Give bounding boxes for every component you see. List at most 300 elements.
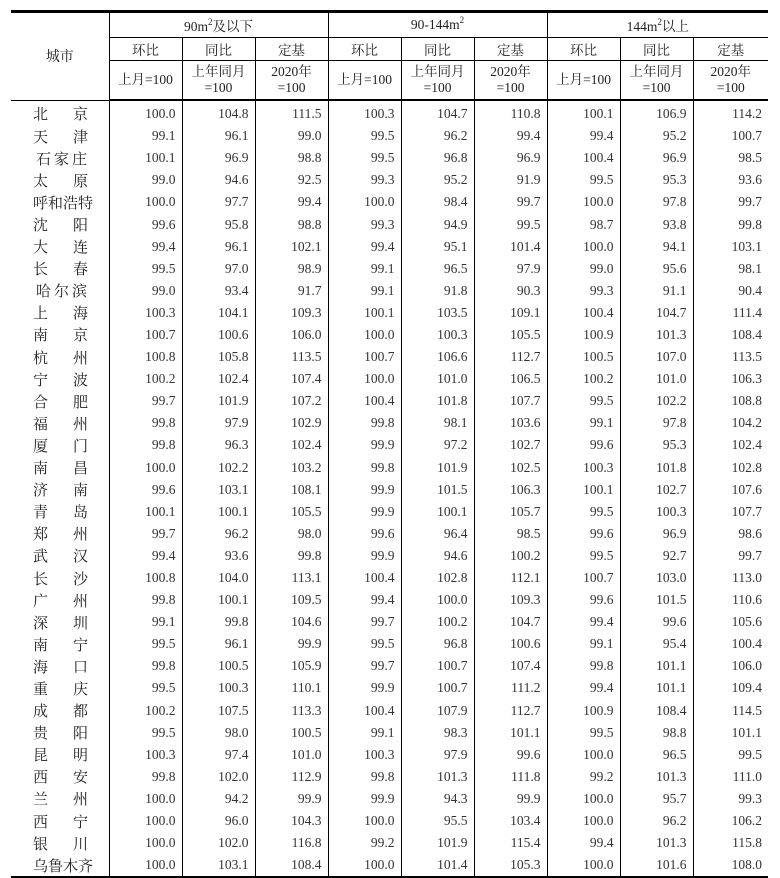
index-value: 101.0 — [255, 744, 328, 766]
index-value: 102.4 — [693, 434, 768, 456]
city-name — [11, 191, 109, 213]
city-name — [11, 100, 109, 125]
index-value: 99.4 — [109, 545, 182, 567]
table-row — [11, 810, 768, 832]
index-value: 100.0 — [547, 744, 620, 766]
index-value: 99.4 — [328, 236, 401, 258]
index-value: 103.6 — [474, 412, 547, 434]
index-value: 100.4 — [547, 302, 620, 324]
index-value: 101.3 — [620, 766, 693, 788]
base-header-line1: 上年同月 — [629, 64, 684, 79]
index-value: 100.4 — [328, 700, 401, 722]
city-name — [11, 545, 109, 567]
table-row — [11, 434, 768, 456]
city-char: 京 — [72, 107, 88, 124]
index-value: 97.7 — [182, 191, 255, 213]
index-value: 98.6 — [693, 523, 768, 545]
index-value: 112.7 — [474, 346, 547, 368]
city-name-text — [33, 788, 88, 809]
city-name — [11, 832, 109, 854]
city-char: 州 — [72, 416, 88, 433]
index-value: 97.0 — [182, 258, 255, 280]
base-header-yoy — [620, 61, 693, 101]
index-value: 101.8 — [401, 390, 474, 412]
city-char: 西 — [33, 814, 49, 831]
index-value: 97.9 — [474, 258, 547, 280]
index-value: 100.0 — [328, 854, 401, 877]
index-value: 100.6 — [182, 324, 255, 346]
index-value: 100.8 — [109, 346, 182, 368]
index-value: 99.6 — [109, 479, 182, 501]
base-header-mom — [328, 61, 401, 101]
index-value: 101.6 — [620, 854, 693, 877]
city-name-text — [33, 833, 88, 854]
index-value: 96.4 — [401, 523, 474, 545]
city-char: 波 — [72, 372, 88, 389]
index-value: 109.4 — [693, 677, 768, 699]
index-value: 100.0 — [109, 191, 182, 213]
city-name-text — [33, 413, 88, 434]
index-value: 96.2 — [182, 523, 255, 545]
index-value: 96.8 — [401, 147, 474, 169]
index-value: 99.6 — [328, 523, 401, 545]
index-value: 99.3 — [547, 280, 620, 302]
index-value: 99.9 — [255, 633, 328, 655]
index-value: 101.5 — [620, 589, 693, 611]
index-value: 96.8 — [401, 633, 474, 655]
index-value: 110.8 — [474, 100, 547, 125]
index-value: 99.1 — [109, 125, 182, 147]
index-value: 99.2 — [547, 766, 620, 788]
city-name — [11, 766, 109, 788]
index-value: 101.9 — [182, 390, 255, 412]
city-name-text: 呼和浩特 — [33, 195, 94, 212]
base-header-fixed-base — [255, 61, 328, 101]
index-value: 99.9 — [328, 434, 401, 456]
index-value: 99.8 — [109, 434, 182, 456]
city-char: 杭 — [33, 350, 49, 367]
index-value: 108.4 — [255, 854, 328, 877]
city-char: 广 — [33, 593, 49, 610]
city-char: 州 — [72, 792, 88, 809]
index-value: 100.2 — [547, 368, 620, 390]
index-value: 113.3 — [255, 700, 328, 722]
index-value: 105.6 — [693, 611, 768, 633]
index-value: 99.8 — [109, 766, 182, 788]
index-value: 99.2 — [328, 832, 401, 854]
index-value: 100.0 — [547, 236, 620, 258]
table-row — [11, 169, 768, 191]
index-value: 94.9 — [401, 213, 474, 235]
city-name-text — [33, 523, 88, 544]
index-value: 99.8 — [255, 545, 328, 567]
base-header-fixed-base — [474, 61, 547, 101]
index-value: 108.8 — [693, 390, 768, 412]
index-value: 99.3 — [328, 169, 401, 191]
city-name-text — [33, 501, 88, 522]
index-value: 99.5 — [693, 744, 768, 766]
index-value: 97.8 — [620, 412, 693, 434]
city-name-text: 乌鲁木齐 — [33, 858, 94, 875]
city-char: 南 — [72, 483, 88, 500]
city-char: 都 — [72, 704, 88, 721]
city-char: 州 — [72, 593, 88, 610]
city-char: 海 — [33, 659, 49, 676]
index-value: 105.9 — [255, 655, 328, 677]
index-value: 99.5 — [547, 169, 620, 191]
index-value: 99.8 — [693, 213, 768, 235]
table-row — [11, 567, 768, 589]
index-value: 96.9 — [620, 147, 693, 169]
index-value: 112.1 — [474, 567, 547, 589]
city-char: 南 — [33, 328, 49, 345]
index-value: 100.2 — [109, 700, 182, 722]
index-value: 104.1 — [182, 302, 255, 324]
index-value: 100.0 — [328, 368, 401, 390]
index-value: 100.0 — [109, 100, 182, 125]
city-char: 汉 — [72, 549, 88, 566]
index-value: 100.0 — [109, 788, 182, 810]
city-char: 青 — [33, 505, 49, 522]
city-name-text — [33, 479, 88, 500]
city-char: 南 — [33, 637, 49, 654]
city-name-text — [33, 545, 88, 566]
index-value: 112.9 — [255, 766, 328, 788]
table-row — [11, 700, 768, 722]
index-value: 105.8 — [182, 346, 255, 368]
table-row — [11, 368, 768, 390]
index-value: 99.4 — [547, 832, 620, 854]
index-value: 103.1 — [182, 854, 255, 877]
index-value: 100.3 — [620, 501, 693, 523]
index-value: 102.1 — [255, 236, 328, 258]
index-value: 99.9 — [328, 479, 401, 501]
index-value: 101.9 — [401, 457, 474, 479]
index-value: 95.2 — [620, 125, 693, 147]
index-value: 99.7 — [693, 545, 768, 567]
table-row — [11, 766, 768, 788]
sub-header-yoy: 同比 — [182, 38, 255, 61]
base-header-yoy — [182, 61, 255, 101]
index-value: 96.9 — [474, 147, 547, 169]
index-value: 110.6 — [693, 589, 768, 611]
index-value: 116.8 — [255, 832, 328, 854]
index-value: 99.4 — [255, 191, 328, 213]
index-value: 91.1 — [620, 280, 693, 302]
city-name-text — [33, 612, 88, 633]
index-value: 100.0 — [401, 589, 474, 611]
index-value: 101.1 — [693, 722, 768, 744]
city-name-text — [33, 324, 88, 345]
table-row — [11, 722, 768, 744]
index-value: 100.1 — [547, 100, 620, 125]
index-value: 100.1 — [109, 147, 182, 169]
index-value: 107.5 — [182, 700, 255, 722]
base-header-line2: =100 — [277, 80, 306, 95]
index-value: 100.2 — [109, 368, 182, 390]
index-value: 112.7 — [474, 700, 547, 722]
index-value: 100.3 — [401, 324, 474, 346]
index-value: 100.4 — [328, 567, 401, 589]
index-value: 91.9 — [474, 169, 547, 191]
index-value: 99.8 — [109, 655, 182, 677]
city-name — [11, 125, 109, 147]
base-header-mom — [547, 61, 620, 101]
index-value: 96.5 — [401, 258, 474, 280]
index-value: 107.0 — [620, 346, 693, 368]
index-value: 94.1 — [620, 236, 693, 258]
index-value: 107.7 — [474, 390, 547, 412]
city-name — [11, 147, 109, 169]
city-name — [11, 457, 109, 479]
index-value: 108.4 — [693, 324, 768, 346]
city-char: 贵 — [33, 726, 49, 743]
index-value: 96.5 — [620, 744, 693, 766]
index-value: 102.9 — [255, 412, 328, 434]
index-value: 93.6 — [693, 169, 768, 191]
index-value: 109.5 — [255, 589, 328, 611]
city-name — [11, 236, 109, 258]
table-row — [11, 125, 768, 147]
index-value: 101.1 — [474, 722, 547, 744]
index-value: 103.5 — [401, 302, 474, 324]
city-char: 合 — [33, 394, 49, 411]
index-value: 98.4 — [401, 191, 474, 213]
index-value: 99.5 — [547, 390, 620, 412]
index-value: 100.2 — [474, 545, 547, 567]
base-header-line1: 2020年 — [271, 64, 312, 79]
city-name — [11, 346, 109, 368]
index-value: 102.2 — [182, 457, 255, 479]
index-value: 98.9 — [255, 258, 328, 280]
index-value: 99.0 — [109, 280, 182, 302]
city-char: 阳 — [72, 218, 88, 235]
index-value: 100.1 — [547, 479, 620, 501]
table-row — [11, 346, 768, 368]
city-name — [11, 589, 109, 611]
city-char: 宁 — [72, 637, 88, 654]
group-header-medium: $90-144m^2$ — [328, 12, 547, 38]
index-value: 100.9 — [547, 700, 620, 722]
index-value: 104.7 — [620, 302, 693, 324]
index-value: 101.0 — [620, 368, 693, 390]
index-value: 99.4 — [328, 589, 401, 611]
base-header-line2: =100 — [204, 80, 233, 95]
city-char: 昆 — [33, 748, 49, 765]
table-row — [11, 258, 768, 280]
index-value: 99.7 — [109, 390, 182, 412]
table-row — [11, 832, 768, 854]
index-value: 97.9 — [401, 744, 474, 766]
index-value: 108.4 — [620, 700, 693, 722]
city-char: 大 — [33, 240, 49, 257]
index-value: 99.4 — [547, 677, 620, 699]
index-value: 95.6 — [620, 258, 693, 280]
index-value: 111.5 — [255, 100, 328, 125]
index-value: 97.8 — [620, 191, 693, 213]
city-char: 兰 — [33, 792, 49, 809]
city-name-text — [33, 678, 88, 699]
base-header-line2: =100 — [423, 80, 452, 95]
table-row — [11, 677, 768, 699]
city-name — [11, 324, 109, 346]
index-value: 101.4 — [401, 854, 474, 877]
housing-price-index-table — [11, 10, 768, 878]
index-value: 99.9 — [255, 788, 328, 810]
index-value: 92.7 — [620, 545, 693, 567]
index-value: 99.9 — [474, 788, 547, 810]
city-name — [11, 501, 109, 523]
index-value: 108.1 — [255, 479, 328, 501]
table-row — [11, 788, 768, 810]
city-char: 北 — [33, 107, 49, 124]
table-row — [11, 501, 768, 523]
city-name — [11, 280, 109, 302]
index-value: 93.8 — [620, 213, 693, 235]
index-value: 102.7 — [474, 434, 547, 456]
index-value: 100.0 — [109, 457, 182, 479]
index-value: 110.1 — [255, 677, 328, 699]
index-value: 101.1 — [620, 677, 693, 699]
index-value: 90.3 — [474, 280, 547, 302]
sub-header-yoy: 同比 — [620, 38, 693, 61]
city-name-text — [33, 766, 88, 787]
city-name — [11, 633, 109, 655]
index-value: 100.5 — [547, 346, 620, 368]
table-row — [11, 854, 768, 877]
base-header-line1: 上月=100 — [337, 72, 392, 87]
index-value: 107.4 — [474, 655, 547, 677]
city-name-text — [33, 634, 88, 655]
index-value: 99.6 — [547, 523, 620, 545]
index-value: 111.4 — [693, 302, 768, 324]
index-value: 99.9 — [328, 788, 401, 810]
index-value: 99.4 — [474, 125, 547, 147]
city-name-text — [33, 391, 88, 412]
index-value: 99.1 — [328, 280, 401, 302]
table-row — [11, 545, 768, 567]
index-value: 106.3 — [693, 368, 768, 390]
city-char: 长 — [33, 262, 49, 279]
city-name — [11, 258, 109, 280]
city-char: 沙 — [72, 571, 88, 588]
city-name-text — [33, 435, 88, 456]
index-value: 100.5 — [182, 655, 255, 677]
city-char: 连 — [72, 240, 88, 257]
index-value: 104.2 — [693, 412, 768, 434]
index-value: 106.0 — [693, 655, 768, 677]
index-value: 99.7 — [328, 611, 401, 633]
group-header-large: $144m^2$以上 — [547, 12, 768, 38]
city-char: 宁 — [72, 814, 88, 831]
index-value: 107.2 — [255, 390, 328, 412]
city-char: 上 — [33, 306, 49, 323]
base-header-line1: 2020年 — [710, 64, 752, 79]
index-value: 99.5 — [109, 722, 182, 744]
city-name — [11, 302, 109, 324]
index-value: 99.5 — [547, 545, 620, 567]
city-name — [11, 169, 109, 191]
index-value: 100.0 — [109, 832, 182, 854]
index-value: 100.4 — [693, 633, 768, 655]
index-value: 104.0 — [182, 567, 255, 589]
table-row — [11, 633, 768, 655]
index-value: 91.7 — [255, 280, 328, 302]
index-value: 102.4 — [182, 368, 255, 390]
index-value: 100.6 — [474, 633, 547, 655]
index-value: 105.5 — [474, 324, 547, 346]
index-value: 99.6 — [109, 213, 182, 235]
city-name — [11, 744, 109, 766]
base-header-line1: 上年同月 — [191, 64, 246, 79]
index-value: 99.9 — [328, 501, 401, 523]
city-name — [11, 434, 109, 456]
index-value: 99.7 — [109, 523, 182, 545]
index-value: 99.4 — [109, 236, 182, 258]
index-value: 95.7 — [620, 788, 693, 810]
city-name — [11, 677, 109, 699]
index-value: 96.1 — [182, 236, 255, 258]
index-value: 114.2 — [693, 100, 768, 125]
index-value: 100.7 — [401, 677, 474, 699]
index-value: 101.3 — [620, 832, 693, 854]
city-char: 津 — [72, 129, 88, 146]
index-value: 94.3 — [401, 788, 474, 810]
index-value: 105.7 — [474, 501, 547, 523]
index-value: 100.9 — [547, 324, 620, 346]
table-row — [11, 280, 768, 302]
sub-header-fixed-base: 定基 — [474, 38, 547, 61]
index-value: 91.8 — [401, 280, 474, 302]
index-value: 106.9 — [620, 100, 693, 125]
city-name-text: 哈尔滨 — [36, 284, 91, 301]
city-name-text — [33, 568, 88, 589]
index-value: 99.5 — [547, 501, 620, 523]
index-value: 99.6 — [547, 589, 620, 611]
index-value: 106.2 — [693, 810, 768, 832]
index-value: 99.4 — [547, 611, 620, 633]
city-char: 海 — [72, 306, 88, 323]
index-value: 113.1 — [255, 567, 328, 589]
index-value: 93.4 — [182, 280, 255, 302]
index-value: 100.0 — [547, 191, 620, 213]
index-value: 98.5 — [693, 147, 768, 169]
index-value: 100.3 — [109, 302, 182, 324]
index-value: 115.8 — [693, 832, 768, 854]
city-name — [11, 523, 109, 545]
city-char: 圳 — [72, 615, 88, 632]
index-value: 98.3 — [401, 722, 474, 744]
city-name-text — [33, 214, 88, 235]
index-value: 100.3 — [328, 100, 401, 125]
index-value: 95.3 — [620, 169, 693, 191]
index-value: 100.7 — [547, 567, 620, 589]
index-value: 99.8 — [109, 412, 182, 434]
city-name-text — [33, 258, 88, 279]
city-char: 门 — [72, 438, 88, 455]
index-value: 100.7 — [693, 125, 768, 147]
index-value: 98.1 — [693, 258, 768, 280]
city-char: 京 — [72, 328, 88, 345]
index-value: 100.3 — [328, 744, 401, 766]
city-char: 郑 — [33, 527, 49, 544]
base-header-line2: =100 — [496, 80, 525, 95]
base-header-line1: 2020年 — [490, 64, 531, 79]
city-char: 口 — [72, 659, 88, 676]
index-value: 100.4 — [547, 147, 620, 169]
index-value: 103.1 — [182, 479, 255, 501]
index-value: 100.3 — [182, 677, 255, 699]
